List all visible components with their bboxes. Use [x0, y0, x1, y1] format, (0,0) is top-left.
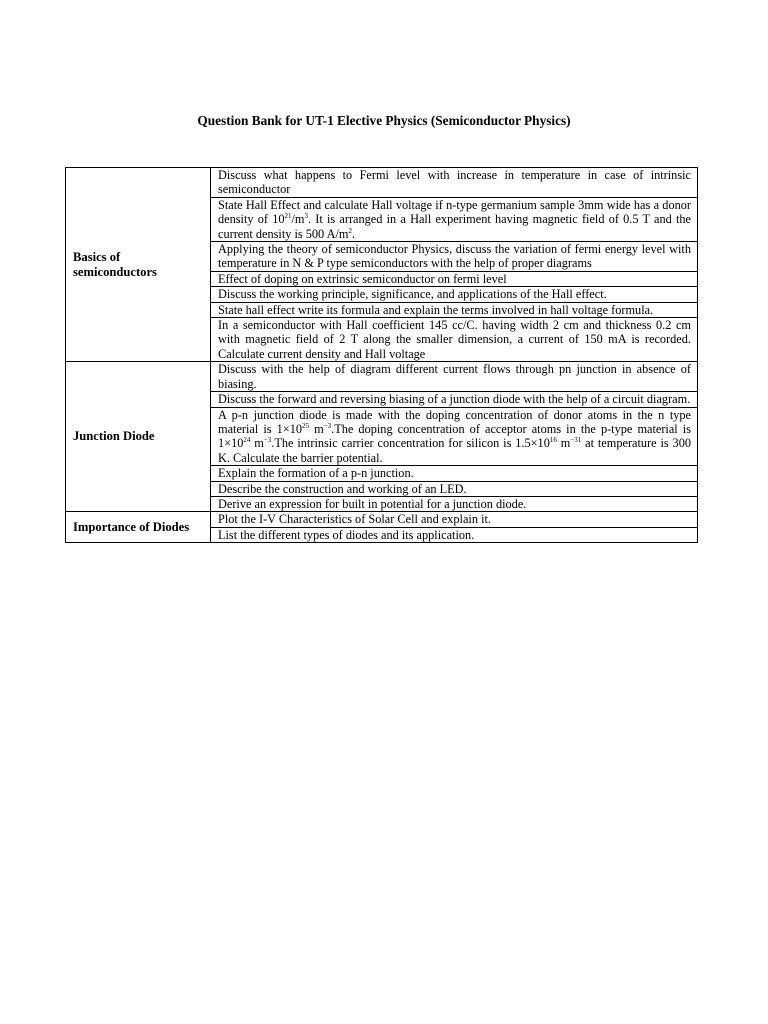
question-table [65, 167, 698, 543]
table-row [66, 362, 698, 392]
topic-cell: Junction Diode [66, 362, 211, 512]
table-row [66, 168, 698, 198]
topic-cell: Importance of Diodes [66, 512, 211, 543]
question-cell: Discuss what happens to Fermi level with increase in temperature in case of intrinsic semiconductor [211, 168, 698, 198]
question-cell: Discuss with the help of diagram different current flows through pn junction in absence of biasing. [211, 362, 698, 392]
question-cell: Plot the I-V Characteristics of Solar Cell and explain it. [211, 512, 698, 527]
question-cell: List the different types of diodes and its application. [211, 527, 698, 542]
question-cell: Discuss the forward and reversing biasing of a junction diode with the help of a circuit diagram. [211, 392, 698, 407]
question-cell: Explain the formation of a p-n junction. [211, 466, 698, 481]
question-cell: Derive an expression for built in potential for a junction diode. [211, 496, 698, 511]
question-cell: Applying the theory of semiconductor Physics, discuss the variation of fermi energy level with temperature in N & P type semiconductors with the help of proper diagrams [211, 242, 698, 272]
question-cell: Effect of doping on extrinsic semiconductor on fermi level [211, 271, 698, 286]
question-table-body [66, 168, 698, 543]
question-cell: Describe the construction and working of an LED. [211, 481, 698, 496]
question-cell: Discuss the working principle, significance, and applications of the Hall effect. [211, 287, 698, 302]
table-row [66, 512, 698, 527]
question-cell: A p-n junction diode is made with the doping concentration of donor atoms in the n type material is $1\times 10^{25}$ $m^{-3}.The$ doping concentration of acceptor atoms in the p-type material is $1\times 10^{24}$ $m^{-3}.The$ intrinsic carrier concentration for silicon is $1.5\times 10^{16}$ $m^{-31}$ at temperature is 300 K. Calculate the barrier potential. [211, 407, 698, 466]
question-cell: In a semiconductor with Hall coefficient 145 cc/C. having width 2 cm and thickness 0.2 cm with magnetic field of 2 T along the smaller dimension, a current of 150 mA is recorded. Calculate current density and Hall voltage [211, 318, 698, 362]
page-title: Question Bank for UT-1 Elective Physics (Semiconductor Physics) [197, 113, 571, 128]
question-cell: State hall effect write its formula and explain the terms involved in hall voltage formula. [211, 302, 698, 317]
topic-cell: Basics of semiconductors [66, 168, 211, 362]
question-cell: State Hall Effect and calculate Hall voltage if n-type germanium sample 3mm wide has a donor density of $10^{21}/m^3$. It is arranged in a Hall experiment having magnetic field of 0.5 T and the current density is 500 $A/m^2$. [211, 197, 698, 241]
